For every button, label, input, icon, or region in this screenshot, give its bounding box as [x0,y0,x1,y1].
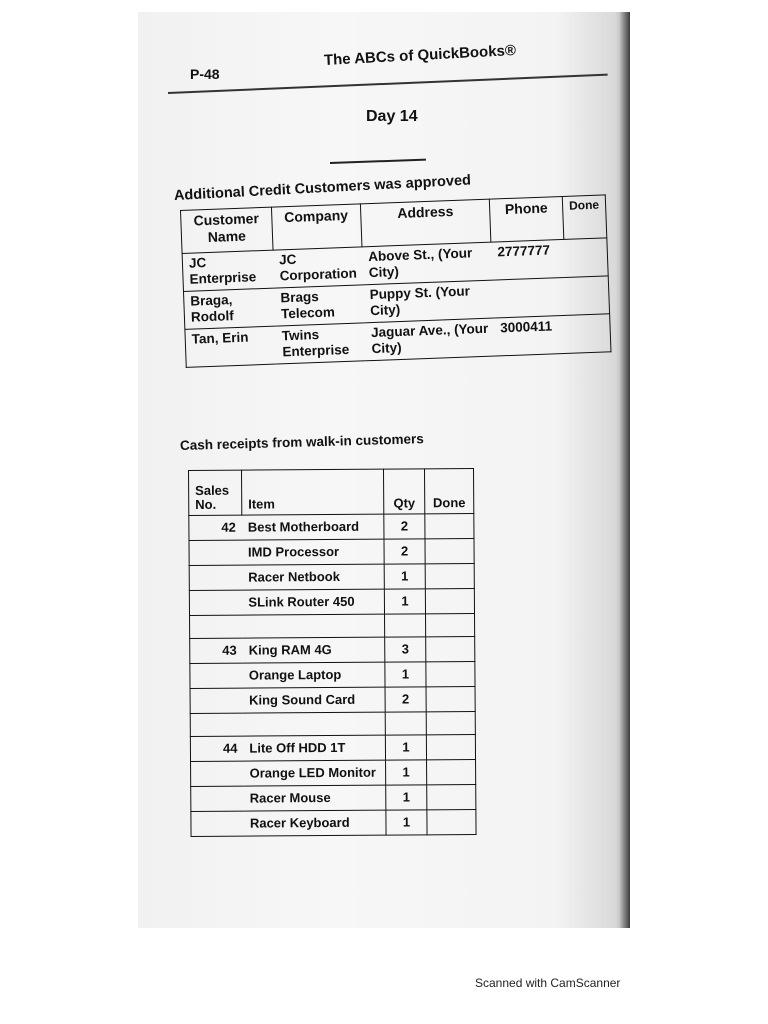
cell-sales-no [190,713,243,736]
cell-sales-no [191,786,244,811]
col-sales-no: Sales No. [189,470,242,515]
cell-done [565,276,609,315]
cell-item: King RAM 4G [243,637,385,663]
cell-sales-no [190,663,243,688]
cell-sales-no [189,590,242,615]
cell-item: Orange LED Monitor [243,760,385,786]
table-row [190,687,475,714]
table-row [191,784,476,811]
cell-done [427,784,476,809]
cell-address: Jaguar Ave., (Your City) [365,318,496,361]
cell-sales-no [191,761,244,786]
cell-qty: 1 [384,589,425,614]
cell-company: Twins Enterprise [275,323,366,364]
table-row [190,735,475,762]
cell-sales-no: 44 [190,736,243,761]
cell-done [427,759,476,784]
cell-done [426,614,475,637]
cell-item [242,614,384,638]
day-heading: Day 14 [366,108,418,125]
cell-qty: 2 [385,687,426,712]
col-item: Item [241,469,383,515]
cell-qty: 1 [386,785,427,810]
cell-qty [385,712,426,735]
cell-qty: 1 [384,564,425,589]
cell-item: Racer Netbook [242,564,384,590]
cell-item: SLink Router 450 [242,589,384,615]
cell-done [427,809,476,834]
table-row [189,589,474,616]
cell-done [425,514,474,539]
cell-item: Racer Mouse [244,785,386,811]
credit-customers-heading: Additional Credit Customers was approved [173,172,472,204]
cell-done [425,564,474,589]
cell-qty: 2 [384,539,425,564]
cash-receipts-heading: Cash receipts from walk-in customers [179,431,424,453]
cell-sales-no [189,540,242,565]
cell-sales-no [190,688,243,713]
cell-sales-no: 42 [189,515,242,540]
cell-company: JC Corporation [273,247,364,288]
credit-customers-table-wrapper [180,194,611,367]
cell-item: Racer Keyboard [244,810,386,836]
cell-done [426,637,475,662]
cash-receipts-table-wrapper [188,468,477,837]
cell-qty: 1 [386,760,427,785]
table-row [189,539,474,566]
header-rule [168,74,608,94]
cell-done [426,735,475,760]
col-qty: Qty [384,469,425,514]
cell-qty: 3 [385,637,426,662]
table-row [191,759,476,786]
cell-done [426,662,475,687]
table-row [190,662,475,689]
cell-qty: 1 [386,810,427,835]
cell-phone: 3000411 [494,315,568,356]
credit-customers-table [180,194,611,367]
cell-item [243,712,385,736]
cell-company: Brags Telecom [274,285,365,326]
cell-address: Puppy St. (Your City) [363,280,494,323]
cell-qty: 1 [385,662,426,687]
scanned-page [138,12,630,928]
cell-phone [492,277,566,318]
day-underline [330,159,426,164]
table-row [190,614,475,639]
col-done: Done [562,195,607,240]
book-spine-shadow [620,12,630,928]
cash-receipts-table [188,468,477,837]
cell-customer-name: Braga, Rodolf [183,288,275,329]
table-row [189,514,474,541]
col-done: Done [424,469,473,514]
table-row [191,809,476,836]
cell-done [567,314,611,353]
cell-sales-no [190,615,243,638]
cell-item: Orange Laptop [243,662,385,688]
col-customer-name: Customer Name [181,207,273,253]
table-row [189,564,474,591]
cell-qty: 2 [384,514,425,539]
col-phone: Phone [490,196,564,242]
cell-customer-name: JC Enterprise [182,250,274,291]
cell-item: IMD Processor [242,539,384,565]
col-address: Address [360,199,491,247]
cell-sales-no [191,811,244,836]
cell-item: King Sound Card [243,687,385,713]
cell-qty [385,614,426,637]
book-title: The ABCs of QuickBooks® [323,41,517,69]
cell-item: Lite Off HDD 1T [243,735,385,761]
cell-phone: 2777777 [491,239,565,280]
cell-sales-no [189,565,242,590]
cell-item: Best Motherboard [242,514,384,540]
page-number: P-48 [190,66,220,82]
col-company: Company [271,204,362,250]
table-row [190,637,475,664]
table-row [190,712,475,737]
cell-sales-no: 43 [190,638,243,663]
cell-customer-name: Tan, Erin [185,326,277,367]
table-header-row [189,469,474,516]
cell-qty: 1 [385,735,426,760]
scanner-credit: Scanned with CamScanner [475,976,621,990]
cell-address: Above St., (Your City) [362,242,493,285]
cell-done [426,687,475,712]
cell-done [564,238,608,277]
cell-done [425,539,474,564]
cell-done [426,712,475,735]
cell-done [425,589,474,614]
